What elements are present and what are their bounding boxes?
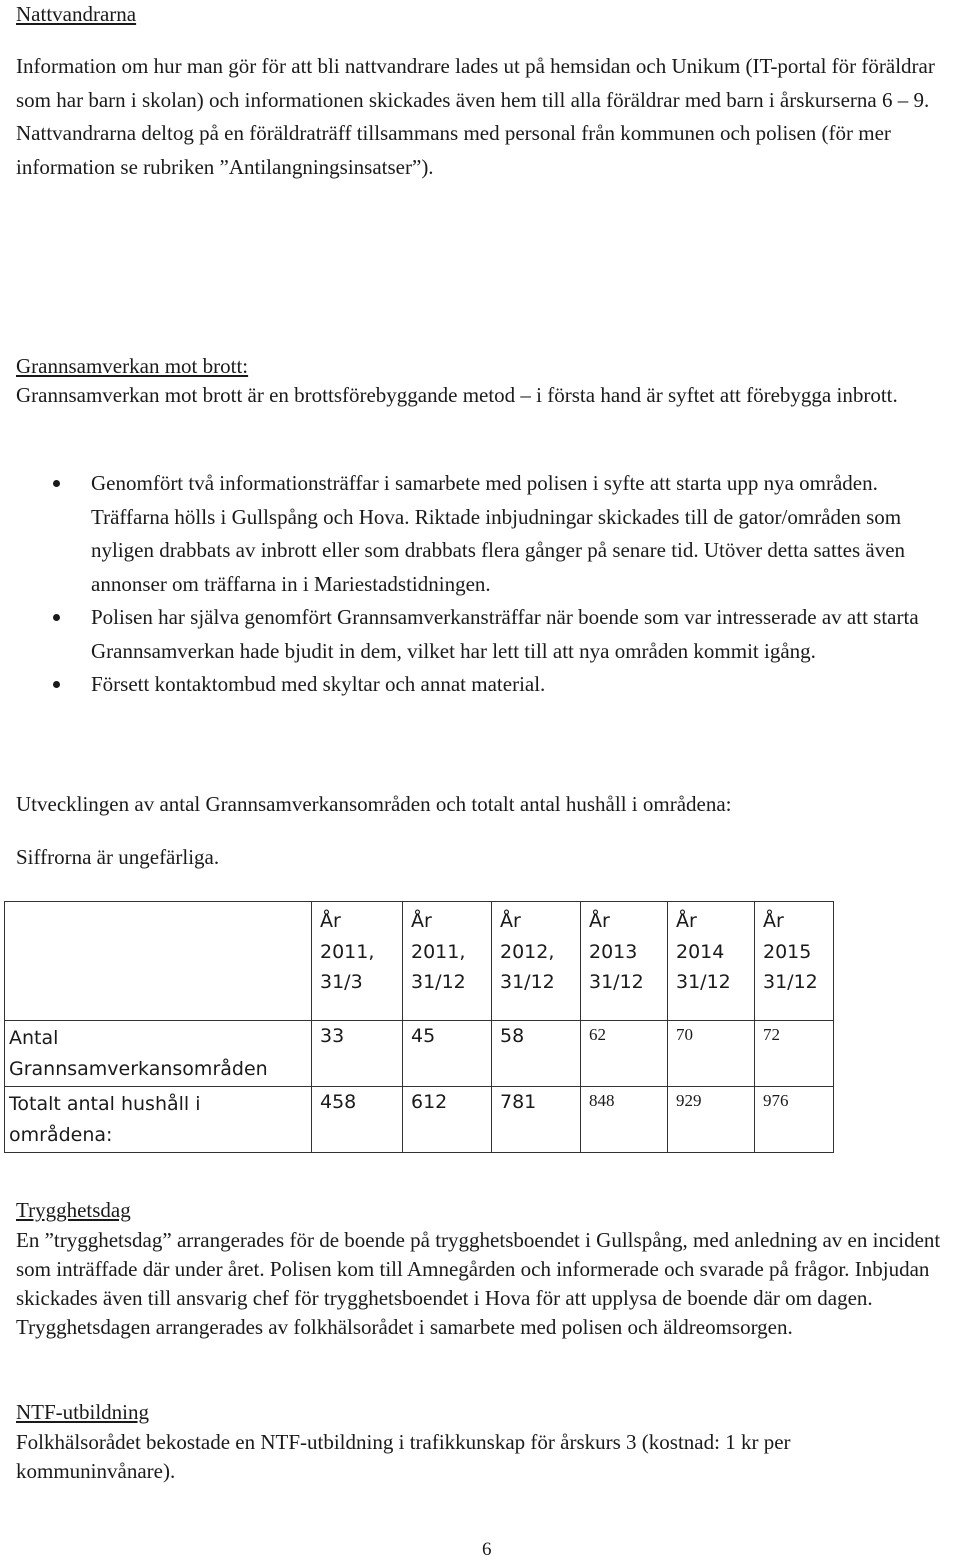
table-cell: 70 xyxy=(668,1021,755,1087)
table-row-label: Totalt antal hushåll i områdena: xyxy=(5,1087,312,1153)
table-row-label: Antal Grannsamverkansområden xyxy=(5,1021,312,1087)
list-item xyxy=(16,668,960,702)
section-body-grannsamverkan: Grannsamverkan mot brott är en brottsförebyggande metod – i första hand är syftet att förebygga inbrott. xyxy=(16,383,898,407)
table-cell: 612 xyxy=(403,1087,492,1153)
list-item-text: Försett kontaktombud med skyltar och annat material. xyxy=(91,672,546,696)
table-corner-cell xyxy=(5,902,312,1021)
table-cell: 58 xyxy=(492,1021,581,1087)
section-title-ntf: NTF-utbildning xyxy=(16,1400,150,1424)
section-body-trygghetsdag: En ”trygghetsdag” arrangerades för de boende på trygghetsboendet i Gullspång, med anledning av en incident som inträffade där under året. Polisen kom till Amnegården och informerade och svarade på frågor. Inbjudan skickades även till ansvarig chef för trygghetsboendet i Hova för att upplysa de boende där om dagen. Trygghetsdagen arrangerades av folkhälsorådet i samarbete med polisen och äldreomsorgen. xyxy=(16,1228,941,1339)
table-header-cell: År 2011, 31/3 xyxy=(312,902,403,1021)
table-header-cell: År 2015 31/12 xyxy=(755,902,834,1021)
grannsamverkan-table xyxy=(4,901,834,1153)
page-number: 6 xyxy=(482,1539,492,1560)
list-item xyxy=(16,601,960,668)
section-body-nattvandrarna: Information om hur man gör för att bli nattvandrare lades ut på hemsidan och Unikum (IT-portal för föräldrar som har barn i skolan) och informationen skickades även hem till alla föräldrar med barn i årskurserna 6 – 9. Nattvandrarna deltog på en föräldraträff tillsammans med personal från kommunen och polisen (för mer information se rubriken ”Antilangningsinsatser”). xyxy=(16,54,935,179)
table-cell: 781 xyxy=(492,1087,581,1153)
section-title-nattvandrarna: Nattvandrarna xyxy=(16,2,137,26)
list-item xyxy=(16,467,960,601)
bullet-icon xyxy=(53,681,60,688)
table-cell: 45 xyxy=(403,1021,492,1087)
section-title-trygghetsdag: Trygghetsdag xyxy=(16,1198,131,1222)
bullet-icon xyxy=(53,480,60,487)
approx-note: Siffrorna är ungefärliga. xyxy=(16,845,220,869)
table-header-cell: År 2014 31/12 xyxy=(668,902,755,1021)
table-header-cell: År 2013 31/12 xyxy=(581,902,668,1021)
table-header-cell: År 2011, 31/12 xyxy=(403,902,492,1021)
table-row xyxy=(5,1087,834,1153)
table-cell: 72 xyxy=(755,1021,834,1087)
table-cell: 33 xyxy=(312,1021,403,1087)
table-cell: 929 xyxy=(668,1087,755,1153)
section-title-grannsamverkan: Grannsamverkan mot brott: xyxy=(16,354,249,378)
table-row xyxy=(5,1021,834,1087)
bullet-icon xyxy=(53,614,60,621)
table-cell: 458 xyxy=(312,1087,403,1153)
table-cell: 848 xyxy=(581,1087,668,1153)
list-item-text: Polisen har själva genomfört Grannsamverkansträffar när boende som var intresserade av att starta Grannsamverkan hade bjudit in dem, vilket har lett till att nya områden kommit igång. xyxy=(91,605,919,663)
table-header-row xyxy=(5,902,834,1021)
table-cell: 976 xyxy=(755,1087,834,1153)
list-item-text: Genomfört två informationsträffar i samarbete med polisen i syfte att starta upp nya områden. Träffarna hölls i Gullspång och Hova. Riktade inbjudningar skickades till de gator/områden som nyligen drabbats av inbrott eller som drabbats flera gånger på senare tid. Utöver detta sattes även annonser om träffarna in i Mariestadstidningen. xyxy=(91,471,906,596)
table-cell: 62 xyxy=(581,1021,668,1087)
grannsamverkan-bullet-list xyxy=(16,467,960,702)
section-body-ntf: Folkhälsorådet bekostade en NTF-utbildning i trafikkunskap för årskurs 3 (kostnad: 1 kr per kommuninvånare). xyxy=(16,1430,791,1483)
development-heading: Utvecklingen av antal Grannsamverkansområden och totalt antal hushåll i områdena: xyxy=(16,792,732,816)
table-header-cell: År 2012, 31/12 xyxy=(492,902,581,1021)
